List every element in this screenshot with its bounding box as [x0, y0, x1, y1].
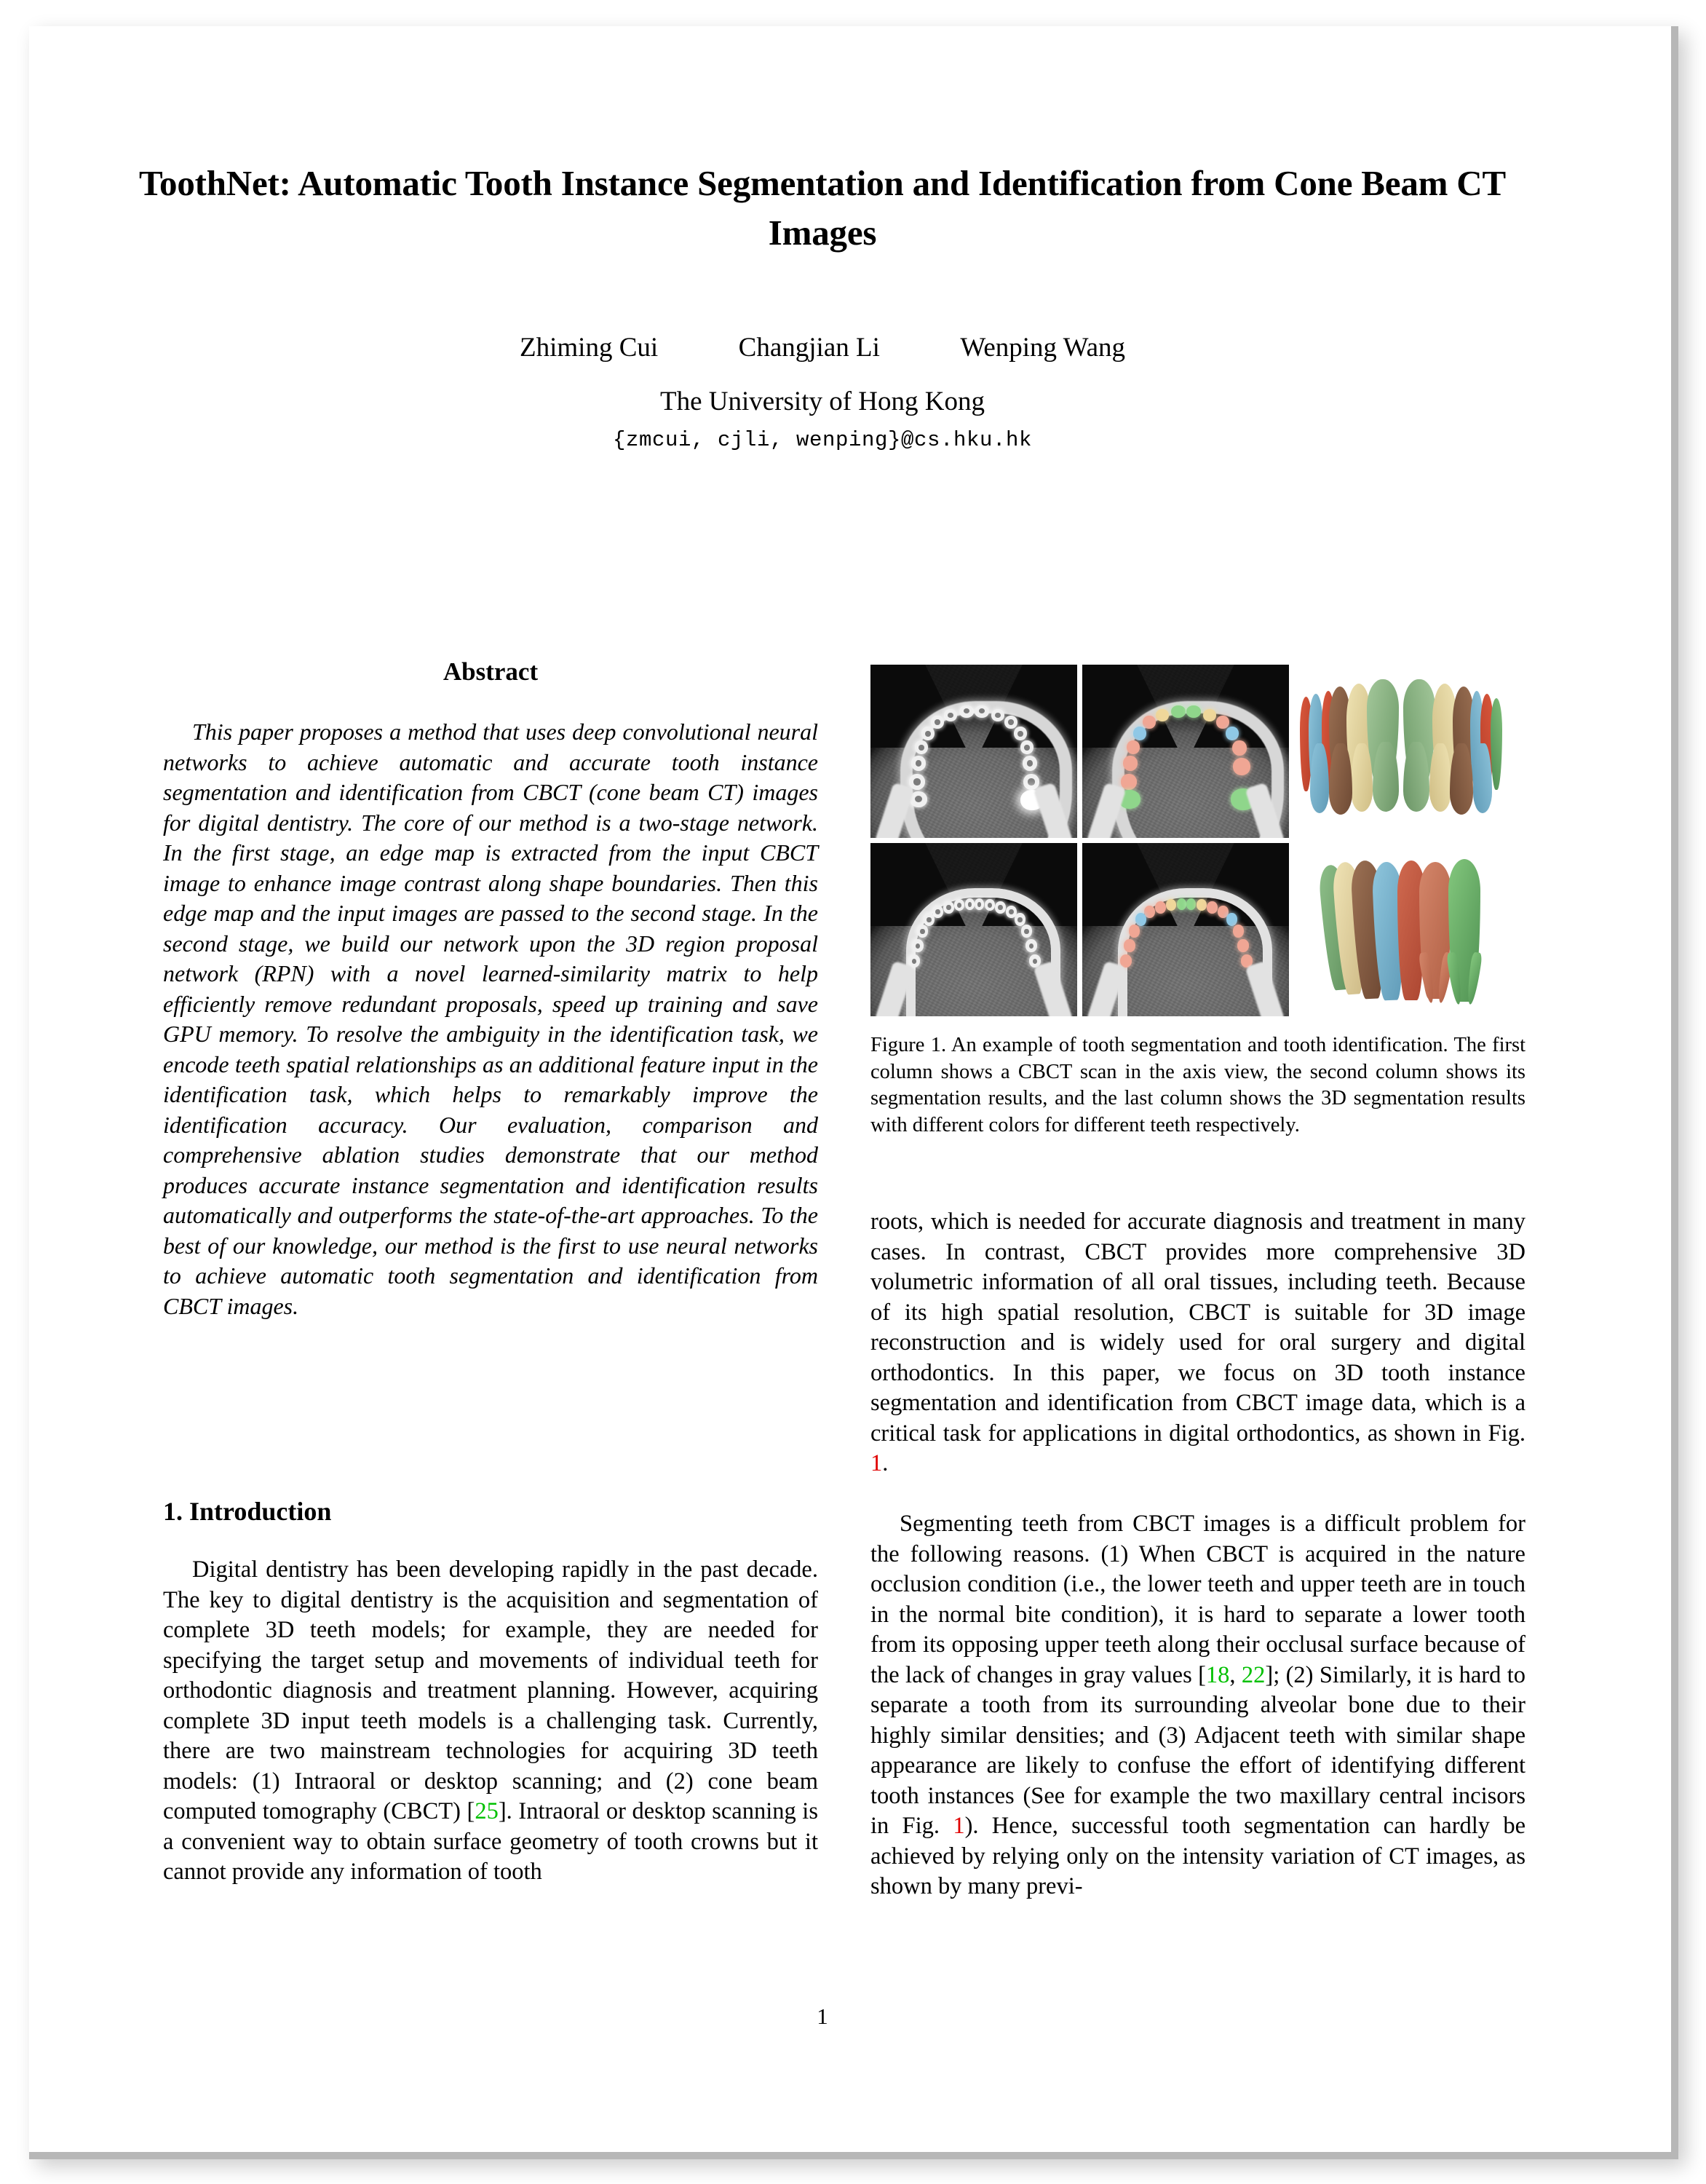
- introduction-heading: [163, 1496, 818, 1527]
- citation-18[interactable]: 18: [1205, 1661, 1230, 1688]
- tooth-seg-molar: [1226, 727, 1239, 740]
- rc1-text-a: roots, which is needed for accurate diagnosis and treatment in many cases. In contrast, CBCT provides more comprehensive 3D volumetric information of all oral tissues, including teeth. Because of its high spatial resolution, CBCT is suitable for 3D image reconstruction and is widely used for oral surgery and digital orthodontics. In this paper, we focus on 3D tooth instance segmentation and identification from CBCT image data, which is a critical task for applications in digital orthodontics, as shown in Fig.: [870, 1208, 1526, 1447]
- author-3: Wenping Wang: [960, 333, 1125, 363]
- author-list: [131, 330, 1514, 366]
- tooth-xsec: [985, 899, 995, 911]
- tooth-seg-molar: [1226, 913, 1237, 926]
- tooth-xsec: [965, 898, 975, 910]
- abstract-heading-text: Abstract: [443, 657, 539, 686]
- tooth-xsec: [1020, 740, 1033, 754]
- tooth-seg-incisor: [1186, 705, 1201, 718]
- tooth-3d-lower-premolar: [1329, 743, 1352, 815]
- rc2-text-c: ). Hence, successful tooth segmentation can hardly be achieved by relying only on the intensity variation of CT images, as shown by many previ-: [870, 1813, 1526, 1899]
- rc2-text-a: Segmenting teeth from CBCT images is a difficult problem for the following reasons. (1) When CBCT is acquired in the nature occlusion condition (i.e., the lower teeth and upper teeth are in touch in the normal bite condition), it is hard to separate a lower tooth from its opposing upper teeth along their occlusal surface because of the lack of changes in gray values [: [870, 1511, 1526, 1688]
- right-column-paragraph-1: [870, 1207, 1526, 1479]
- page-number: 1: [817, 2003, 828, 2029]
- figure-1-caption: [870, 1032, 1526, 1139]
- tooth-xsec: [1004, 716, 1017, 729]
- tooth-seg-canine: [1156, 709, 1169, 721]
- tooth-xsec: [911, 756, 926, 771]
- segmentation-maxilla-panel: [1082, 665, 1289, 838]
- tooth-xsec: [1014, 727, 1027, 740]
- tooth-seg-molar: [1133, 727, 1146, 740]
- email-line: {zmcui, cjli, wenping}@cs.hku.hk: [612, 428, 1033, 452]
- cbct-axial-mandible-panel: [870, 843, 1077, 1016]
- tooth-xsec: [1023, 756, 1037, 771]
- tooth-seg-premolar: [1121, 774, 1137, 790]
- tooth-seg-premolar: [1216, 716, 1229, 729]
- tooth-xsec: [924, 913, 935, 926]
- tooth-xsec: [995, 901, 1006, 914]
- tooth-seg-premolar: [1155, 901, 1166, 914]
- rc1-text-b: .: [882, 1450, 889, 1476]
- tooth-seg-premolar: [1232, 740, 1247, 756]
- figure-row-bottom: [870, 843, 1526, 1016]
- tooth-seg-premolar: [1237, 939, 1249, 952]
- introduction-paragraph-1: [163, 1555, 818, 1888]
- tooth-seg-incisor: [1171, 705, 1186, 718]
- tooth-xsec: [917, 925, 928, 938]
- render-3d-maxilla-panel: [1294, 665, 1512, 838]
- abstract-heading: [163, 657, 818, 687]
- page-title: ToothNet: Automatic Tooth Instance Segmentation and Identification from Cone Beam CT Images: [139, 163, 1506, 253]
- citation-25[interactable]: 25: [475, 1798, 499, 1824]
- tooth-seg-premolar: [1233, 758, 1250, 775]
- tooth-xsec: [1025, 939, 1037, 952]
- tooth-seg-canine: [1203, 709, 1216, 721]
- author-2: Changjian Li: [738, 333, 880, 363]
- tooth-seg-molar: [1135, 913, 1146, 926]
- tooth-3d-lower-incisor: [1373, 742, 1399, 812]
- tooth-seg-premolar: [1207, 901, 1218, 914]
- right-column-paragraph-2-wrap: [870, 1509, 1526, 1902]
- tooth-xsec: [954, 899, 964, 911]
- tooth-seg-canine: [1197, 899, 1207, 911]
- tooth-xsec: [909, 774, 925, 790]
- tooth-3d-lower-canine: [1429, 743, 1451, 812]
- tooth-xsec: [975, 705, 989, 718]
- tooth-seg-canine: [1166, 899, 1176, 911]
- tooth-3d-lower-molar: [1473, 743, 1492, 813]
- segmentation-mandible-panel: [1082, 843, 1289, 1016]
- figure-1: [870, 665, 1526, 1021]
- tooth-3d-lower-molar: [1310, 743, 1329, 813]
- abstract-paragraph: This paper proposes a method that uses deep convolutional neural networks to achieve automatic and accurate tooth instance segmentation and identification from CBCT (cone beam CT) images for digital dentistry. The core of our method is a two-stage network. In the first stage, an edge map is extracted from the input CBCT image to enhance image contrast along shape boundaries. Then this edge map and the input images are passed to the second stage. In the second stage, we build our network upon the 3D region proposal network (RPN) with a novel learned-similarity matrix to help efficiently remove redundant proposals, speed up training and save GPU memory. To resolve the ambiguity in the identification task, we encode teeth spatial relationships as an additional feature input in the identification task, which helps to remarkably improve the identification accuracy. Our evaluation, comparison and comprehensive ablation studies demonstrate that our method produces accurate instance segmentation and identification results automatically and outperforms the state-of-the-art approaches. To the best of our knowledge, our method is the first to use neural networks to achieve automatic tooth segmentation and identification from CBCT images.: [163, 719, 818, 1319]
- tooth-xsec: [1021, 925, 1032, 938]
- tooth-xsec: [931, 716, 944, 729]
- render-3d-mandible-panel: [1294, 843, 1512, 1016]
- tooth-3d-lower-canine: [1351, 743, 1373, 812]
- tooth-xsec: [975, 898, 984, 910]
- author-1: Zhiming Cui: [520, 333, 659, 363]
- tooth-xsec: [991, 709, 1004, 721]
- figure-reference-2[interactable]: 1: [953, 1813, 965, 1839]
- citation-22[interactable]: 22: [1241, 1661, 1266, 1688]
- cbct-axial-maxilla-panel: [870, 665, 1077, 838]
- tooth-xsec: [1015, 913, 1025, 926]
- tooth-xsec: [959, 705, 974, 718]
- tooth-xsec: [943, 901, 954, 914]
- rc2-text-b: ]; (2) Similarly, it is hard to separate a tooth from its surrounding alveolar bone due to their highly similar densities; and (3) Adjacent teeth with similar shape appearance are likely to confuse the effort of identifying different tooth instances (See for example the two maxillary central incisors in Fig.: [870, 1661, 1526, 1839]
- intro-text-b: ]. Intraoral or desktop scanning is a convenient way to obtain surface geometry of tooth crowns but it cannot provide any information of tooth: [163, 1798, 818, 1885]
- tooth-seg-premolar: [1233, 925, 1244, 938]
- right-column-paragraph-2: [870, 1509, 1526, 1902]
- introduction-heading-text: 1. Introduction: [163, 1497, 332, 1526]
- tooth-seg-incisor: [1177, 898, 1186, 910]
- tooth-seg-premolar: [1129, 925, 1140, 938]
- figure-reference-1[interactable]: 1: [870, 1450, 883, 1476]
- tooth-xsec: [921, 727, 935, 740]
- affiliation: The University of Hong Kong: [660, 387, 985, 416]
- right-column-paragraph-1-wrap: [870, 1207, 1526, 1479]
- tooth-seg-premolar: [1127, 740, 1140, 754]
- intro-text-a: Digital dentistry has been developing rapidly in the past decade. The key to digital dentistry is the acquisition and segmentation of complete 3D teeth models; for example, they are needed for specifying the target setup and movements of individual teeth for orthodontic diagnosis and treatment planning. However, acquiring complete 3D input teeth models is a challenging task. Currently, there are two mainstream technologies for acquiring 3D teeth models: (1) Intraoral or desktop scanning; and (2) cone beam computed tomography (CBCT) [: [163, 1556, 818, 1824]
- citation-separator: ,: [1229, 1661, 1242, 1688]
- tooth-seg-incisor: [1186, 898, 1196, 910]
- introduction-body: [163, 1555, 818, 1888]
- tooth-seg-premolar: [1143, 716, 1156, 729]
- figure-row-top: [870, 665, 1526, 838]
- tooth-3d-lower-incisor: [1403, 742, 1429, 812]
- abstract-body: [163, 717, 818, 1321]
- figure-caption-text: Figure 1. An example of tooth segmentation and tooth identification. The first column shows a CBCT scan in the axis view, the second column shows its segmentation results, and the last column shows the 3D segmentation results with different colors for different teeth respectively.: [870, 1034, 1526, 1136]
- tooth-seg-premolar: [1124, 939, 1135, 952]
- tooth-xsec: [915, 740, 928, 754]
- tooth-3d-lower-premolar: [1450, 743, 1473, 815]
- tooth-3d-molar: [1491, 698, 1502, 790]
- tooth-seg-premolar: [1123, 756, 1138, 771]
- tooth-xsec: [944, 709, 957, 721]
- tooth-xsec: [912, 939, 924, 952]
